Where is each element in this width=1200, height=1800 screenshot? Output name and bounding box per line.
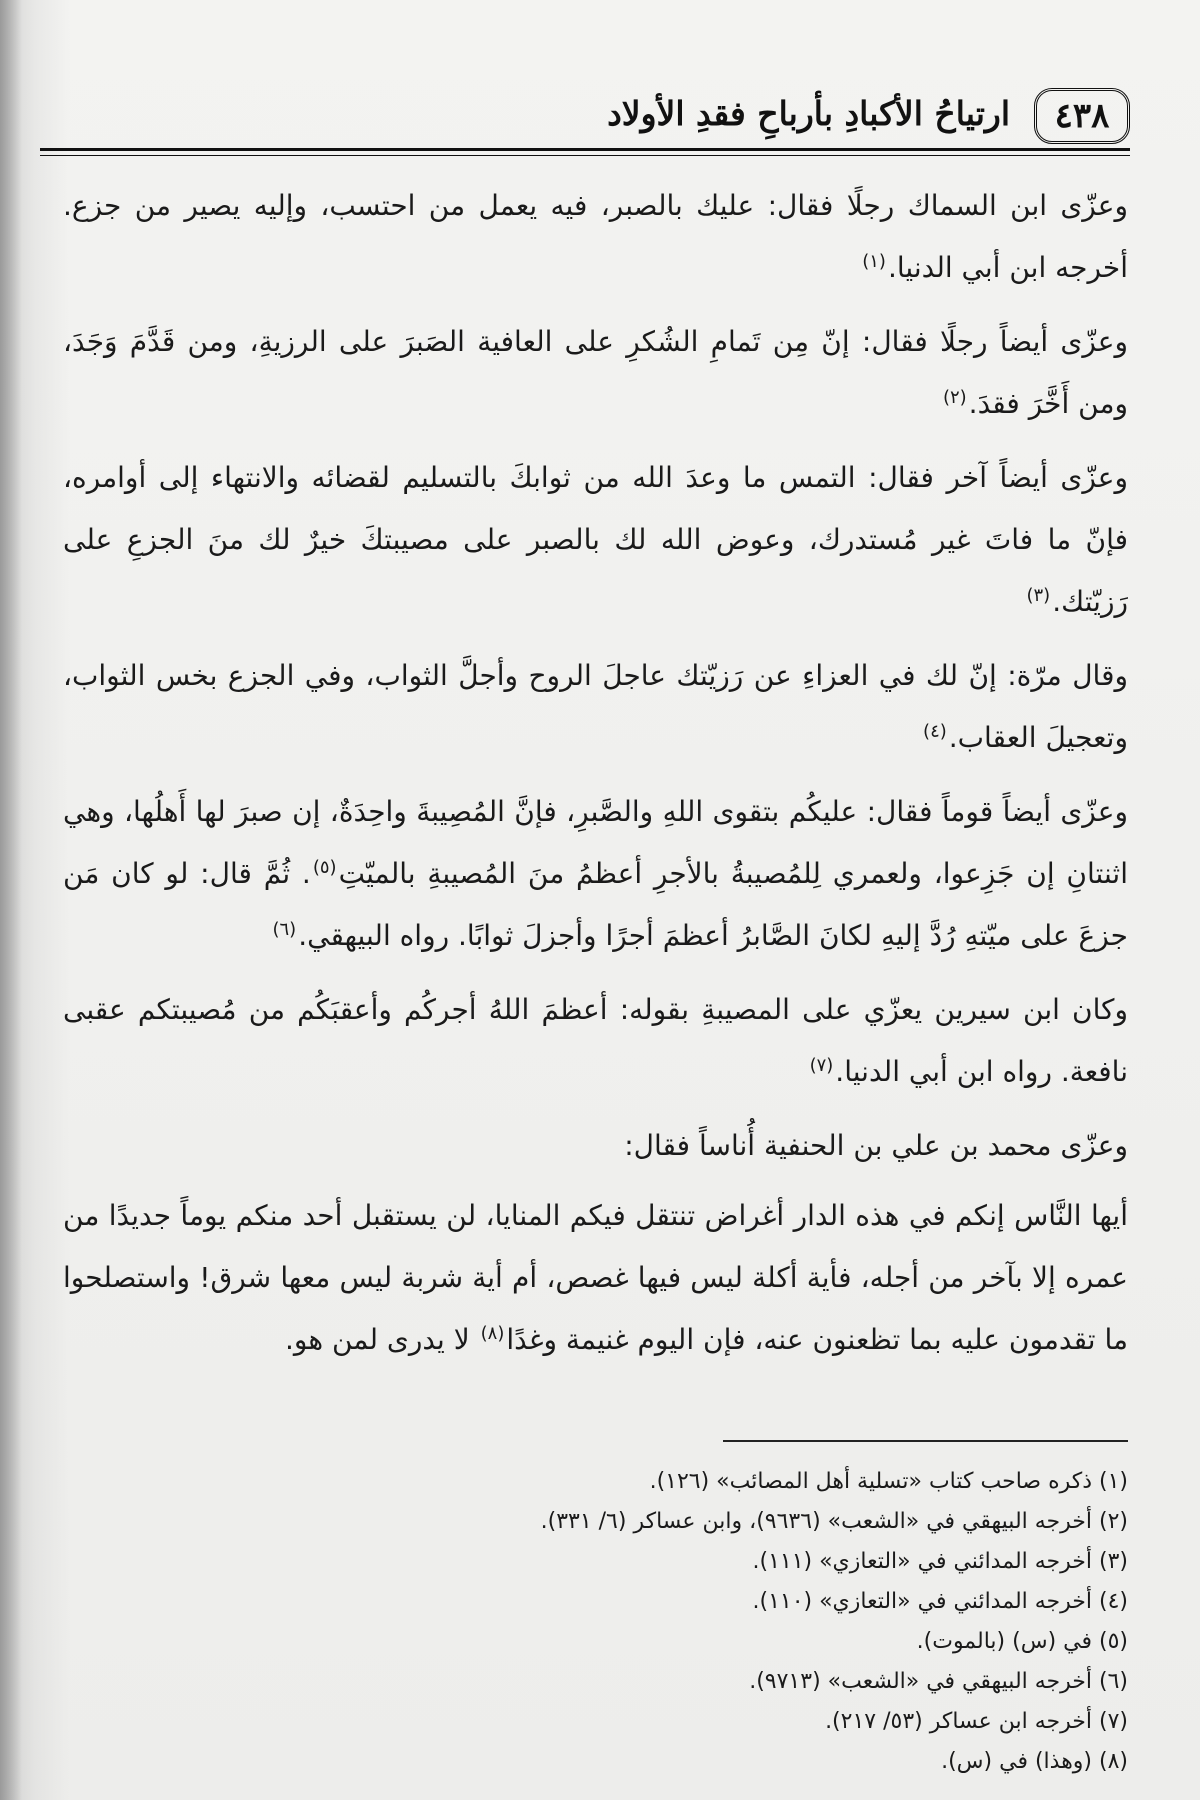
paragraph-text: وقال مرّة: إنّ لك في العزاءِ عن رَزيّتك عاجلَ الروح وأجلَّ الثواب، وفي الجزع بخس الثواب، وتعجيلَ العقاب. — [63, 659, 1128, 754]
footnote-ref: (٤) — [923, 720, 947, 742]
footnote-ref: (٣) — [1026, 584, 1051, 606]
footnote-7: (٧) أخرجه ابن عساكر (٥٣/ ٢١٧). — [825, 1709, 1128, 1734]
footnote-separator — [723, 1440, 1128, 1442]
paragraph-text: وعزّى أيضاً آخر فقال: التمس ما وعدَ الله من ثوابكَ بالتسليم لقضائه والانتهاء إلى أوامره، فإنّ ما فاتَ غير مُستدرك، وعوض الله لك بالصبر على مصيبتكَ خيرٌ لك منَ الجزعِ على رَزيّتك. — [63, 461, 1128, 618]
footnote-8: (٨) (وهذا) في (س). — [941, 1749, 1128, 1774]
paragraph-6 — [63, 979, 1128, 1103]
footnotes — [63, 1462, 1128, 1782]
footnote-ref: (١) — [862, 250, 886, 272]
paragraph-8 — [63, 1185, 1128, 1371]
paragraph-7 — [63, 1115, 1128, 1177]
main-text — [63, 175, 1128, 1383]
paragraph-text: وكان ابن سيرين يعزّي على المصيبةِ بقوله: أعظمَ اللهُ أجركُم وأعقبَكُم من مُصيبتكم عقبى نافعة. رواه ابن أبي الدنيا. — [63, 993, 1128, 1088]
paragraph-3 — [63, 447, 1128, 633]
page-number: ٤٣٨ — [1054, 96, 1110, 136]
paragraph-1 — [63, 175, 1128, 299]
footnote-ref: (٨) — [480, 1322, 505, 1344]
paragraph-text: أيها النَّاس إنكم في هذه الدار أغراض تنتقل فيكم المنايا، لن يستقبل أحد منكم يوماً جديدًا من عمره إلا بآخر من أجله، فأية أكلة ليس فيها غصص، أم أية شربة ليس معها شرق! واستصلحوا ما تقدمون عليه بما تظعنون عنه، فإن اليوم غنيمة وغدًا — [63, 1199, 1128, 1356]
paragraph-text: وعزّى ابن السماك رجلًا فقال: عليك بالصبر، فيه يعمل من احتسب، وإليه يصير من جزع. أخرجه ابن أبي الدنيا. — [63, 189, 1128, 284]
footnote-6: (٦) أخرجه البيهقي في «الشعب» (٩٧١٣). — [749, 1669, 1128, 1694]
paragraph-text: لا يدرى لمن هو. — [284, 1323, 479, 1356]
footnote-ref: (٢) — [942, 386, 967, 408]
paragraph-4 — [63, 645, 1128, 769]
running-title: ارتياحُ الأكبادِ بأرباحِ فقدِ الأولاد — [607, 94, 1010, 133]
paragraph-2 — [63, 311, 1128, 435]
binding-shadow — [0, 0, 22, 1800]
paragraph-text: وعزّى محمد بن علي بن الحنفية أُناساً فقال: — [624, 1129, 1128, 1162]
footnote-4: (٤) أخرجه المدائني في «التعازي» (١١٠). — [752, 1589, 1128, 1614]
header-rule — [40, 148, 1130, 156]
paragraph-5 — [63, 781, 1128, 967]
page-number-frame — [1034, 88, 1130, 144]
footnote-ref: (٧) — [809, 1054, 834, 1076]
paragraph-text: . ثُمَّ قال: لو كان مَن جزعَ على ميّتهِ رُدَّ إليهِ لكانَ الصَّابرُ أعظمَ أجرًا وأجزلَ ثوابًا. رواه البيهقي. — [63, 857, 1128, 952]
footnote-5: (٥) في (س) (بالموت). — [916, 1629, 1128, 1654]
footnote-2: (٢) أخرجه البيهقي في «الشعب» (٩٦٣٦)، وابن عساكر (٦/ ٣٣١). — [540, 1509, 1128, 1534]
page-header — [40, 88, 1130, 158]
footnote-3: (٣) أخرجه المدائني في «التعازي» (١١١). — [752, 1549, 1128, 1574]
paragraph-text: وعزّى أيضاً رجلًا فقال: إنّ مِن تَمامِ الشُكرِ على العافية الصَبرَ على الرزيةِ، ومن قَدَّمَ وَجَدَ، ومن أَخَّرَ فقدَ. — [63, 325, 1128, 420]
footnote-1: (١) ذكره صاحب كتاب «تسلية أهل المصائب» (١٢٦). — [649, 1469, 1128, 1494]
paragraph-text: وعزّى أيضاً قوماً فقال: عليكُم بتقوى اللهِ والصَّبرِ، فإنَّ المُصِيبةَ واحِدَةٌ، إن صبرَ لها أَهلُها، وهي اثنتانِ إن جَزِعوا، ولعمري لِلمُصيبةُ بالأجرِ أعظمُ منَ المُصيبةِ بالميّتِ — [63, 795, 1128, 890]
footnote-ref: (٦) — [272, 918, 297, 940]
footnote-ref: (٥) — [312, 856, 337, 878]
